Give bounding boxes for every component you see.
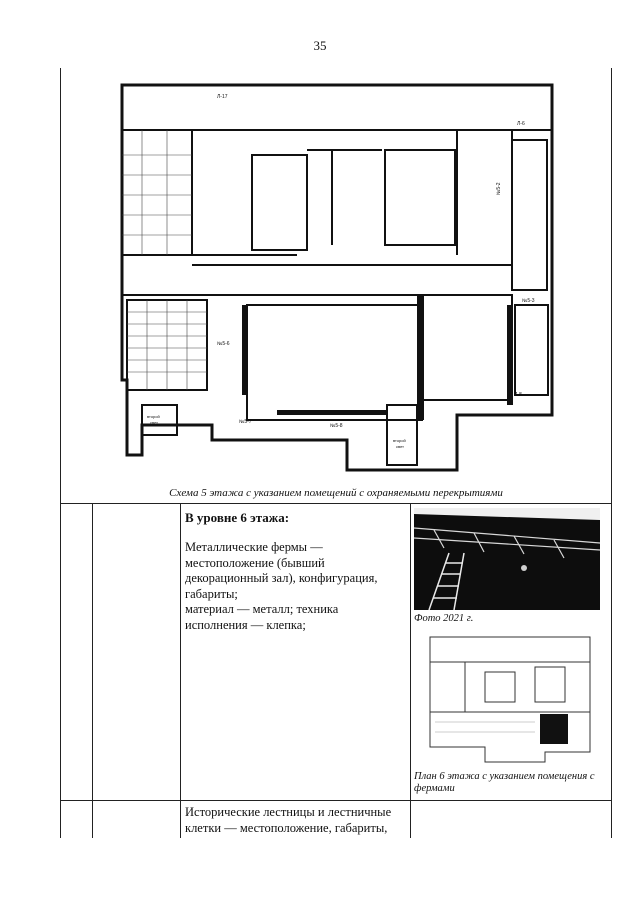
scheme-caption: Схема 5 этажа с указанием помещений с охраняемыми перекрытиями — [169, 487, 503, 499]
room-label-second-light-2: второй — [393, 438, 406, 443]
trusses-description — [185, 540, 400, 633]
floor-5-scheme — [117, 80, 557, 485]
room-label-second-light-1: второй — [147, 414, 160, 419]
table-row-divider — [60, 800, 612, 801]
table-right-border — [611, 68, 612, 838]
page-number: 35 — [313, 38, 327, 53]
room-label-n5-6: №5-6 — [217, 341, 230, 347]
room-label-n5-8: №5-8 — [330, 423, 343, 429]
description-line: материал — металл; техника — [185, 602, 339, 616]
table-left-border — [60, 68, 61, 838]
table-row-divider — [60, 503, 612, 504]
description-line: Металлические фермы — — [185, 540, 323, 554]
room-label-l8: Л-8 — [514, 392, 522, 398]
description-line: декорационный зал), конфигурация, — [185, 571, 378, 585]
plan-caption: План 6 этажа с указанием помещения с фермами — [414, 771, 595, 794]
room-label-second-light-1b: свет — [150, 420, 159, 425]
room-label-n5-3: №5-3 — [522, 298, 535, 304]
table-col-divider — [180, 503, 181, 838]
floor-6-plan — [425, 632, 595, 768]
room-label-l17: Л-17 — [217, 94, 228, 100]
room-label-second-light-2b: свет — [396, 444, 405, 449]
table-col-divider — [92, 503, 93, 838]
room-label-n5-7: №5-7 — [239, 419, 252, 425]
level-heading: В уровне 6 этажа: — [185, 510, 290, 525]
description-line: местоположение (бывший — [185, 555, 325, 570]
stairs-description: Исторические лестницы и лестничные клетки — местоположение, габариты, — [185, 805, 392, 835]
table-col-divider — [410, 503, 411, 838]
photo-caption: Фото 2021 г. — [414, 613, 474, 624]
trusses-photo — [414, 508, 600, 610]
room-label-l6: Л-6 — [517, 121, 525, 127]
description-line: габариты; — [185, 586, 238, 601]
room-label-n5-2: №5-2 — [496, 182, 502, 195]
description-line: исполнения — клепка; — [185, 617, 306, 632]
